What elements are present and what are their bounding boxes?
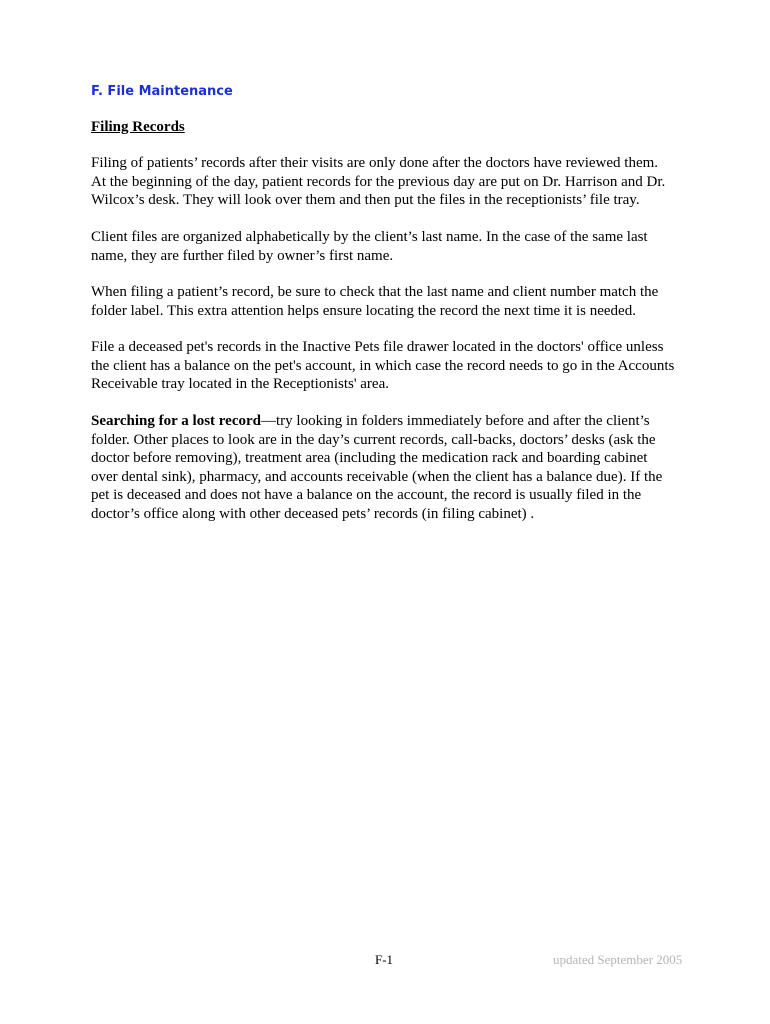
paragraph-line: over dental sink), pharmacy, and accounts receivable (when the client has a balance due). If the (91, 468, 663, 485)
paragraph-line: doctor’s office along with other deceased pets’ records (in filing cabinet) . (91, 505, 535, 522)
paragraph-line: Wilcox’s desk. They will look over them and then put the files in the receptionists’ file tray. (91, 192, 640, 208)
subheading-filing-records: Filing Records (91, 119, 185, 135)
footer-updated-date: updated September 2005 (553, 952, 683, 967)
lost-record-lead-rest: —try looking in folders immediately before and after the client’s (260, 413, 650, 429)
paragraph-client-files (91, 228, 691, 265)
paragraph-line (91, 412, 691, 431)
paragraph-line: When filing a patient’s record, be sure to check that the last name and client number match the (91, 284, 659, 300)
paragraph-line: Client files are organized alphabetically by the client’s last name. In the case of the same last (91, 229, 648, 245)
paragraph-deceased-pets (91, 338, 691, 394)
paragraph-line: At the beginning of the day, patient records for the previous day are put on Dr. Harrison and Dr. (91, 173, 666, 190)
section-title: F. File Maintenance (91, 84, 233, 99)
lost-record-lead: Searching for a lost record (91, 413, 261, 429)
footer-page-number: F-1 (375, 952, 394, 967)
paragraph-lost-record (91, 412, 691, 523)
paragraph-line: folder label. This extra attention helps ensure locating the record the next time it is needed. (91, 302, 636, 319)
paragraph-filing-overview (91, 154, 691, 210)
paragraph-line: File a deceased pet's records in the Inactive Pets file drawer located in the doctors' office unless (91, 339, 664, 355)
paragraph-line: Receivable tray located in the Receptionists' area. (91, 376, 389, 392)
paragraph-line: the client has a balance on the pet's account, in which case the record needs to go in the Accounts (91, 357, 675, 374)
paragraph-line: pet is deceased and does not have a balance on the account, the record is usually filed in the (91, 487, 642, 503)
paragraph-line: name, they are further filed by owner’s first name. (91, 247, 394, 264)
paragraph-line: doctor before removing), treatment area (including the medication rack and boarding cabinet (91, 450, 648, 466)
paragraph-filing-check (91, 283, 691, 320)
paragraph-line: folder. Other places to look are in the day’s current records, call-backs, doctors’ desks (ask the (91, 431, 656, 448)
paragraph-line: Filing of patients’ records after their visits are only done after the doctors have reviewed them. (91, 155, 659, 171)
